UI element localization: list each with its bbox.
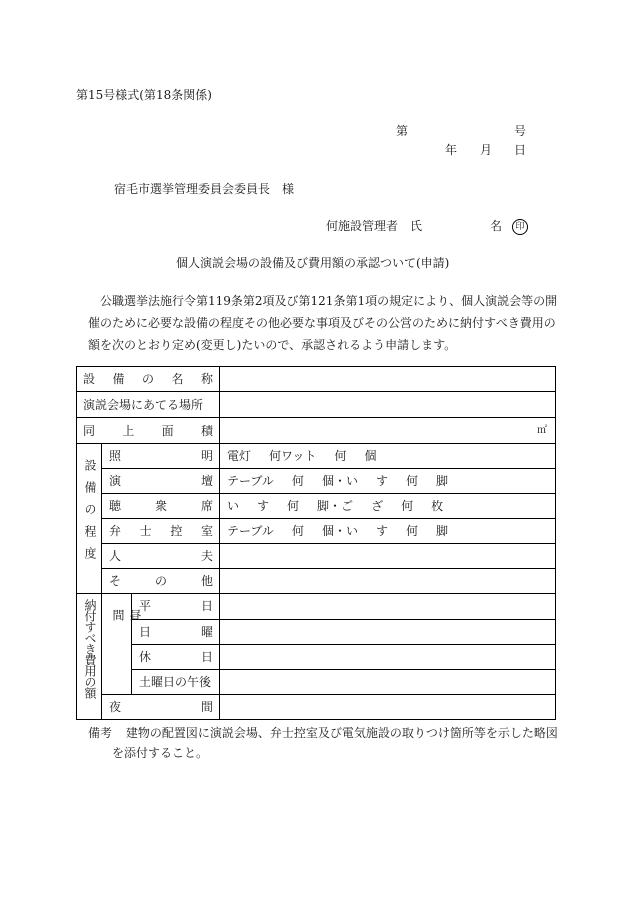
body-text: 公職選挙法施行令第119条第2項及び第121条第1項の規定により、個人演説会等の開催のために必要な設備の程度その他必要な事項及びその公営のために納付すべき費用の額を次のとおり定め(変更し)たいので、承認されるよう申請します。 [88, 294, 558, 352]
facility-name-char: の [141, 372, 154, 386]
equipment-detail-word: テーブル [227, 474, 274, 488]
remarks-line-1 [88, 723, 558, 743]
section-fee: 納付すべき費用の額 [83, 599, 97, 698]
equipment-detail-word: い [227, 499, 240, 513]
document-title: 個人演説会場の設備及び費用額の承認ついて(申請) [176, 256, 450, 270]
equipment-detail [227, 449, 394, 463]
equipment-detail-word: 何 [401, 499, 414, 513]
fee-row-char: 休 [139, 650, 152, 664]
equipment-detail-word: す [375, 474, 388, 488]
equipment-detail-word: 何 [405, 524, 418, 538]
equipment-label [109, 549, 213, 563]
equipment-label-char: の [154, 574, 167, 588]
daytime-char-1: 昼 [128, 609, 142, 621]
section-equipment: 設備の程度 [83, 459, 97, 569]
equipment-detail-word: 何 [334, 449, 347, 463]
equipment-label-char: 室 [200, 524, 213, 538]
facility-name-char: 称 [200, 372, 213, 386]
equipment-detail-word: 脚 [435, 524, 448, 538]
equipment-label [109, 499, 213, 513]
name-label [490, 217, 528, 235]
fee-row-char: 日 [200, 599, 213, 613]
row-venue: 演説会場にあてる場所 [83, 398, 204, 412]
equipment-detail-word: ざ [371, 499, 384, 513]
equipment-detail-word: 個・い [321, 474, 358, 488]
number-suffix: 号 [514, 124, 527, 138]
equipment-label-char: 士 [139, 524, 152, 538]
equipment-detail [227, 499, 461, 513]
remarks-text-1: 建物の配置図に演説会場、弁士控室及び電気施設の取りつけ箇所等を示した略図 [125, 726, 558, 740]
equipment-label-char: 照 [109, 449, 122, 463]
equipment-detail-word: 個・い [321, 524, 358, 538]
area-char: 上 [122, 424, 135, 438]
seal-mark: 印 [512, 219, 528, 235]
fee-row-label [139, 599, 213, 613]
facility-name-char: 備 [112, 372, 125, 386]
fee-row-char: 平 [139, 599, 152, 613]
date-month: 月 [480, 143, 493, 157]
night-label [109, 700, 213, 714]
row-area [83, 424, 213, 438]
equipment-label-char: 席 [200, 499, 213, 513]
equipment-label-char: 演 [109, 474, 122, 488]
equipment-detail-word: す [375, 524, 388, 538]
equipment-detail-word: 何 [405, 474, 418, 488]
equipment-label-char: 聴 [109, 499, 122, 513]
equipment-label [109, 449, 213, 463]
equipment-detail-word: 何 [287, 499, 300, 513]
fee-row-char: 日 [200, 650, 213, 664]
night-char: 夜 [109, 700, 122, 714]
equipment-detail-word: 何ワット [269, 449, 317, 463]
equipment-label-char: 明 [200, 449, 213, 463]
date-day: 日 [514, 143, 527, 157]
name-text: 名 [490, 219, 503, 233]
equipment-label [109, 524, 213, 538]
remarks [88, 723, 558, 763]
equipment-label-char: 控 [170, 524, 183, 538]
equipment-detail-word: テーブル [227, 524, 274, 538]
equipment-label [109, 474, 213, 488]
daytime-char-2: 間 [111, 609, 125, 621]
equipment-detail-word: 脚 [435, 474, 448, 488]
area-char: 同 [83, 424, 96, 438]
area-char: 面 [161, 424, 174, 438]
addressee: 宿毛市選挙管理委員会委員長 様 [114, 182, 295, 196]
fee-row-label [139, 625, 213, 639]
area-unit: ㎡ [537, 425, 547, 436]
equipment-label-char: 壇 [200, 474, 213, 488]
date-year: 年 [445, 143, 458, 157]
manager-label: 何施設管理者 氏 [326, 219, 423, 233]
fee-row-label [139, 650, 213, 664]
facility-name-char: 名 [171, 372, 184, 386]
equipment-detail-word: 電灯 [227, 449, 252, 463]
equipment-table [76, 366, 556, 720]
night-char: 間 [200, 700, 213, 714]
equipment-detail-word: 個 [364, 449, 377, 463]
equipment-detail-word: 枚 [431, 499, 444, 513]
equipment-label [109, 574, 213, 588]
equipment-label-char: そ [109, 574, 122, 588]
fee-row-char: 曜 [200, 625, 213, 639]
equipment-label-char: 他 [200, 574, 213, 588]
remarks-label: 備考 [88, 726, 113, 740]
equipment-label-char: 弁 [109, 524, 122, 538]
equipment-detail-word: 何 [291, 474, 304, 488]
number-prefix: 第 [396, 124, 409, 138]
equipment-label-char: 衆 [154, 499, 167, 513]
equipment-detail-word: 脚・ご [317, 499, 354, 513]
equipment-label-char: 夫 [200, 549, 213, 563]
row-facility-name [83, 372, 213, 386]
fee-row-label: 土曜日の午後 [139, 675, 212, 689]
form-label: 第15号様式(第18条関係) [76, 88, 212, 102]
equipment-detail-word: す [257, 499, 270, 513]
facility-name-char: 設 [83, 372, 96, 386]
equipment-detail [227, 524, 466, 538]
remarks-line-2: を添付すること。 [112, 746, 209, 760]
fee-row-char: 日 [139, 625, 152, 639]
equipment-detail [227, 474, 466, 488]
equipment-detail-word: 何 [291, 524, 304, 538]
equipment-label-char: 人 [109, 549, 122, 563]
area-char: 積 [200, 424, 213, 438]
